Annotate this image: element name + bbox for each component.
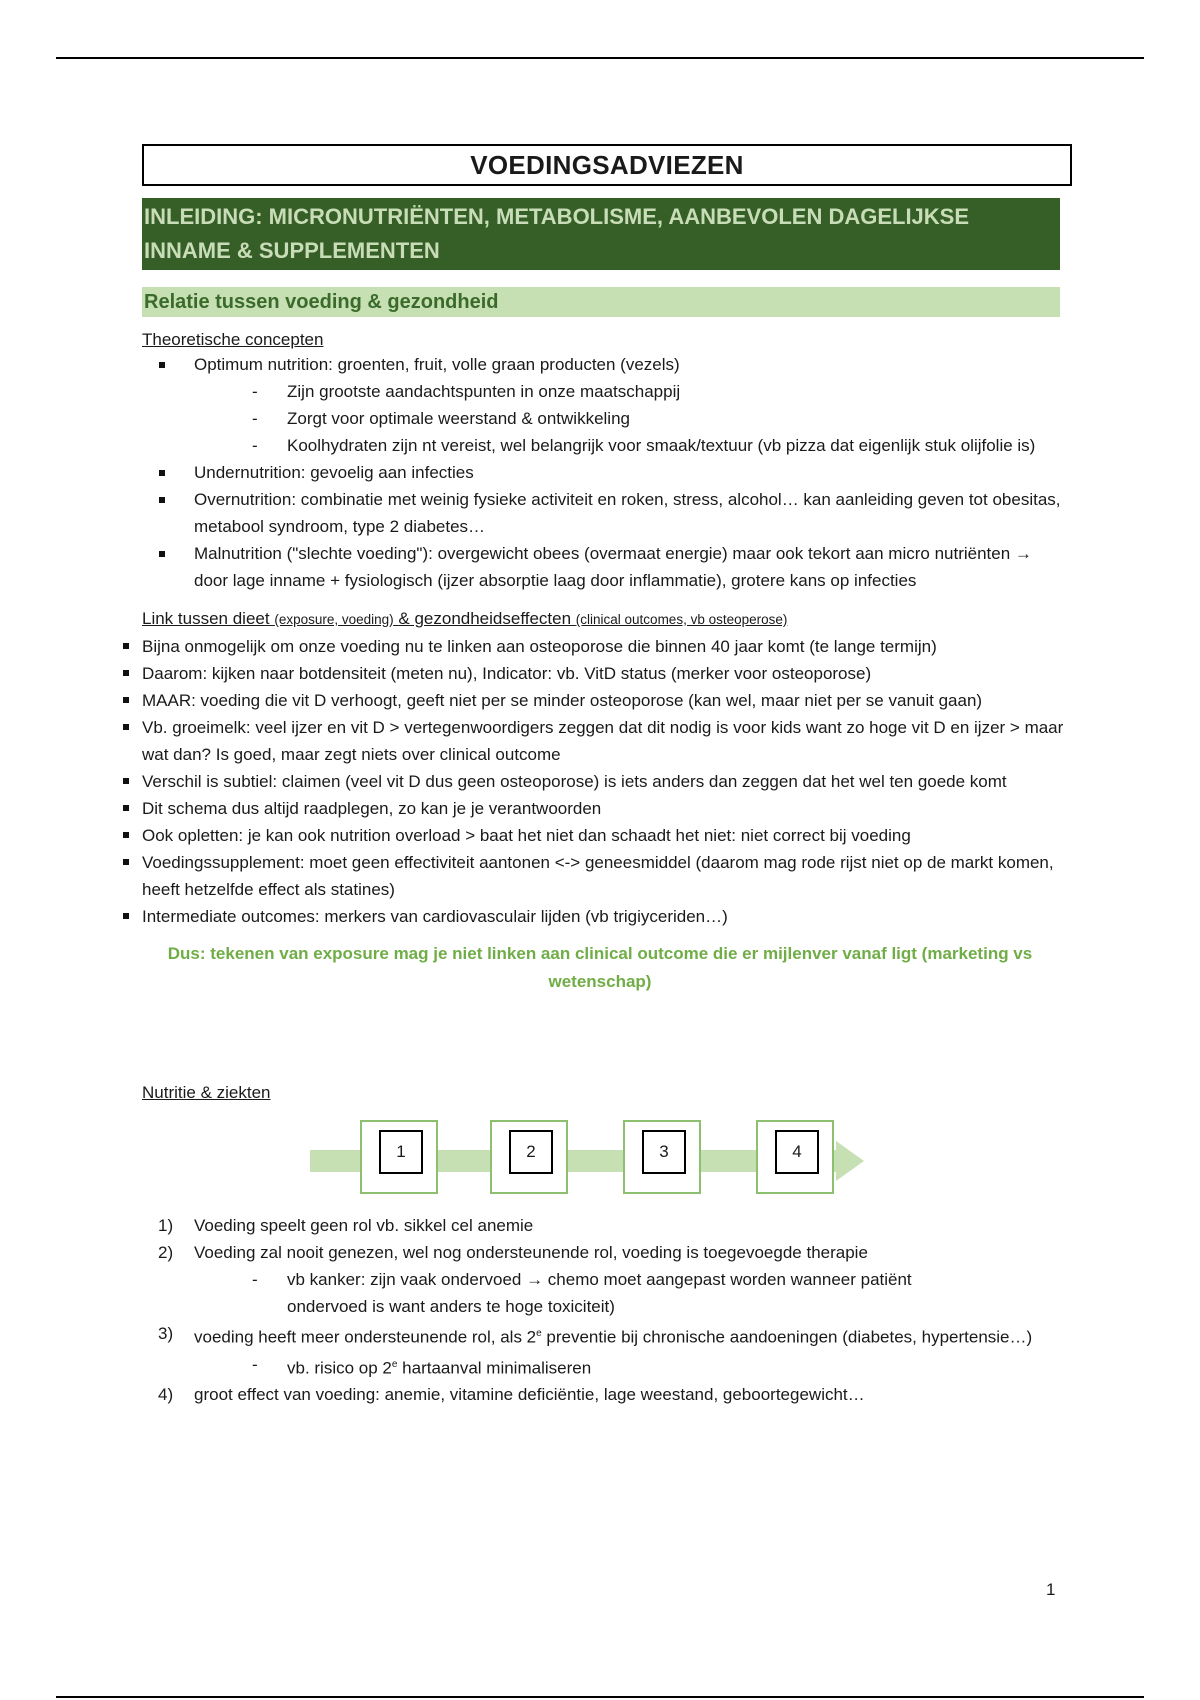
step-label: 1 — [379, 1130, 423, 1174]
page-number: 1 — [1046, 1580, 1056, 1599]
list-item-over: Overnutrition: combinatie met weinig fysieke activiteit en roken, stress, alcohol… kan aanleiding geven tot obesitas, metabool syndroom, type 2 diabetes… — [142, 486, 1064, 540]
list-item — [142, 1212, 1054, 1239]
step-label: 4 — [775, 1130, 819, 1174]
step-box — [756, 1120, 834, 1194]
list-item-optimum — [142, 351, 1064, 378]
step-label: 2 — [509, 1130, 553, 1174]
superscript: e — [391, 1358, 398, 1370]
list-item: - Zorgt voor optimale weerstand & ontwikkeling — [142, 405, 1067, 432]
step-box — [490, 1120, 568, 1194]
item3-sublist — [194, 1351, 1054, 1382]
section-heading: Relatie tussen voeding & gezondheid — [142, 287, 1060, 317]
concepts-list — [142, 351, 1072, 378]
arrow-head-icon — [836, 1141, 864, 1181]
list-item — [142, 1320, 1054, 1381]
sub-text-b: hartaanval minimaliseren — [397, 1358, 592, 1378]
item-text-b: preventie bij chronische aandoeningen (diabetes, hypertensie…) — [541, 1327, 1033, 1347]
optimum-sublist — [142, 378, 1072, 459]
document-page — [142, 144, 1072, 1408]
list-item: Dit schema dus altijd raadplegen, zo kan je je verantwoorden — [120, 795, 1077, 822]
link-heading — [142, 608, 1072, 631]
chapter-heading: INLEIDING: MICRONUTRIËNTEN, METABOLISME, AANBEVOLEN DAGELIJKSE INNAME & SUPPLEMENTEN — [142, 198, 1060, 270]
item2-sublist — [194, 1266, 1054, 1320]
document-title: VOEDINGSADVIEZEN — [142, 144, 1072, 186]
list-item: - Zijn grootste aandachtspunten in onze maatschappij — [142, 378, 1067, 405]
step-box — [360, 1120, 438, 1194]
list-item: - vb kanker: zijn vaak ondervoed → chemo moet aangepast worden wanneer patiënt ondervoed is want anders te hoge toxiciteit) — [194, 1266, 987, 1320]
list-item-mal: Malnutrition ("slechte voeding"): overgewicht obees (overmaat energie) maar ook tekort aan micro nutriënten → door lage inname + fysiologisch (ijzer absorptie laag door inflammatie), grotere kans op infecties — [142, 540, 1064, 594]
link-heading-a-note: (exposure, voeding) — [274, 612, 394, 627]
list-item: Intermediate outcomes: merkers van cardiovasculair lijden (vb trigiyceriden…) — [120, 903, 1077, 930]
concepts-heading: Theoretische concepten — [142, 330, 324, 349]
process-diagram — [142, 1112, 1072, 1212]
link-heading-b: & gezondheidseffecten — [398, 609, 572, 628]
list-item — [142, 1381, 1054, 1408]
concepts-list-continued — [142, 459, 1072, 594]
optimum-text: Optimum nutrition: groenten, fruit, volle graan producten (vezels) — [194, 355, 680, 374]
item-text: Voeding speelt geen rol vb. sikkel cel anemie — [194, 1216, 534, 1235]
item-number: 3) — [158, 1324, 174, 1343]
sub-text-a: vb. risico op 2 — [287, 1358, 392, 1378]
nutrition-heading: Nutritie & ziekten — [142, 1083, 271, 1102]
footer-rule — [56, 1696, 1144, 1698]
list-item: Voedingssupplement: moet geen effectiviteit aantonen <-> geneesmiddel (daarom mag rode rijst niet op de markt komen, heeft hetzelfde effect als statines) — [120, 849, 1077, 903]
list-item: Daarom: kijken naar botdensiteit (meten nu), Indicator: vb. VitD status (merker voor osteoporose) — [120, 660, 1077, 687]
list-item: - Koolhydraten zijn nt vereist, wel belangrijk voor smaak/textuur (vb pizza dat eigenlijk stuk olijfolie is) — [142, 432, 1067, 459]
item-number: 2) — [158, 1243, 174, 1262]
list-item: Verschil is subtiel: claimen (veel vit D dus geen osteoporose) is iets anders dan zeggen dat het wel ten goede komt — [120, 768, 1077, 795]
item-text-a: voeding heeft meer ondersteunende rol, als 2 — [194, 1327, 537, 1347]
item-number: 1) — [158, 1216, 174, 1235]
link-heading-a: Link tussen dieet — [142, 609, 270, 628]
list-item — [142, 1239, 1054, 1320]
list-item-under: Undernutrition: gevoelig aan infecties — [142, 459, 1064, 486]
link-heading-b-note: (clinical outcomes, vb osteoperose) — [575, 612, 788, 627]
item-number: 4) — [158, 1385, 174, 1405]
superscript: e — [536, 1328, 542, 1339]
item-text: groot effect van voeding: anemie, vitamine deficiëntie, lage weestand, geboortegewicht… — [194, 1385, 865, 1405]
link-list — [120, 633, 1072, 930]
list-item — [194, 1351, 987, 1382]
list-item: Vb. groeimelk: veel ijzer en vit D > vertegenwoordigers zeggen dat dit nodig is voor kids want zo hoge vit D en ijzer > maar wat dan? Is goed, maar zegt niets over clinical outcome — [120, 714, 1077, 768]
header-rule — [56, 57, 1144, 59]
item-text: Voeding zal nooit genezen, wel nog ondersteunende rol, voeding is toegevoegde therapie — [194, 1243, 868, 1262]
step-box — [623, 1120, 701, 1194]
list-item: Ook opletten: je kan ook nutrition overload > baat het niet dan schaadt het niet: niet correct bij voeding — [120, 822, 1077, 849]
step-label: 3 — [642, 1130, 686, 1174]
conclusion-text: Dus: tekenen van exposure mag je niet linken aan clinical outcome die er mijlenver vanaf ligt (marketing vs wetenschap) — [167, 944, 1033, 991]
nutrition-list — [142, 1212, 1072, 1408]
list-item: MAAR: voeding die vit D verhoogt, geeft niet per se minder osteoporose (kan wel, maar niet per se vanuit gaan) — [120, 687, 1077, 714]
list-item: Bijna onmogelijk om onze voeding nu te linken aan osteoporose die binnen 40 jaar komt (te lange termijn) — [120, 633, 1077, 660]
